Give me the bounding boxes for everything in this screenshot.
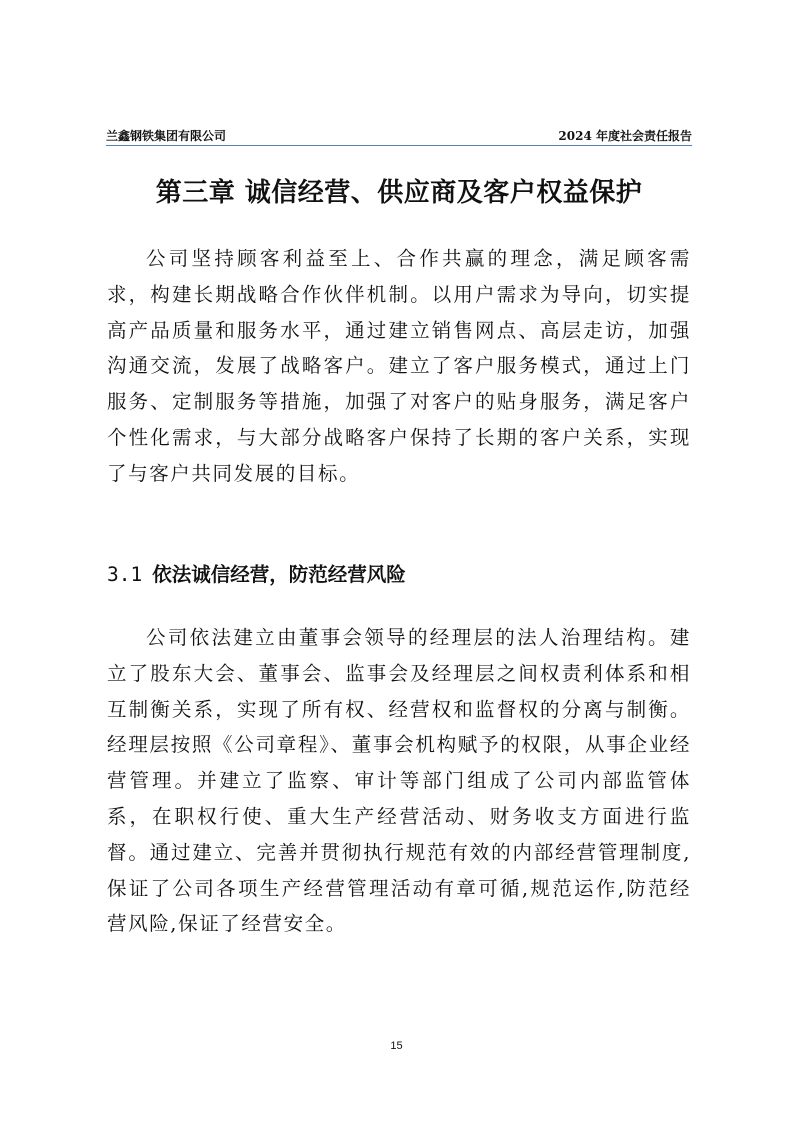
report-title: 2024 年度社会责任报告 [558,129,692,143]
page-header [106,127,692,146]
page-number: 15 [390,1040,403,1052]
section-body-paragraph: 公司依法建立由董事会领导的经理层的法人治理结构。建立了股东大会、董事会、监事会及经理层之间权责利体系和相互制衡关系，实现了所有权、经营权和监督权的分离与制衡。经理层按照《公司章程》、董事会机构赋予的权限，从事企业经营管理。并建立了监察、审计等部门组成了公司内部监管体系，在职权行使、重大生产经营活动、财务收支方面进行监督。通过建立、完善并贯彻执行规范有效的内部经营管理制度,保证了公司各项生产经营管理活动有章可循,规范运作,防范经营风险,保证了经营安全。 [107,626,691,936]
chapter-title: 第三章 诚信经营、供应商及客户权益保护 [155,178,643,208]
section-title: 依法诚信经营，防范经营风险 [152,563,406,586]
section-number: 3.1 [107,563,143,586]
company-name: 兰鑫钢铁集团有限公司 [106,129,227,143]
section-heading [107,560,406,590]
chapter-intro-paragraph: 公司坚持顾客利益至上、合作共赢的理念，满足顾客需求，构建长期战略合作伙伴机制。以用户需求为导向，切实提高产品质量和服务水平，通过建立销售网点、高层走访，加强沟通交流，发展了战略客户。建立了客户服务模式，通过上门服务、定制服务等措施，加强了对客户的贴身服务，满足客户个性化需求，与大部分战略客户保持了长期的客户关系，实现了与客户共同发展的目标。 [107,247,691,485]
